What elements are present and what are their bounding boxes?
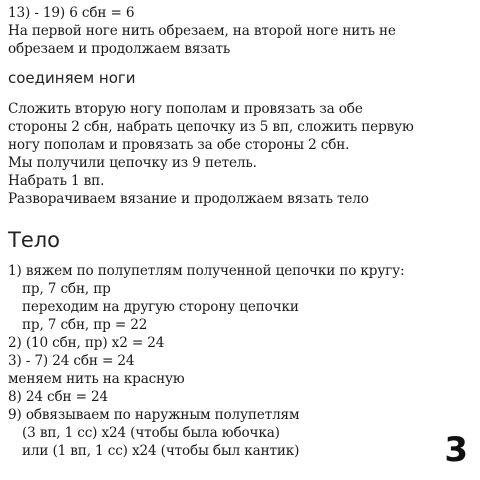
legs-line-3: ногу пополам и провязать за обе стороны 2 сбн. bbox=[8, 137, 350, 153]
body-step-3-7: 3) - 7) 24 сбн = 24 bbox=[8, 353, 135, 369]
intro-line-1: 13) - 19) 6 сбн = 6 bbox=[8, 5, 135, 21]
intro-line-2: На первой ноге нить обрезаем, на второй ноге нить не bbox=[8, 23, 396, 39]
page-number: 3 bbox=[444, 430, 468, 470]
intro-line-3: обрезаем и продолжаем вязать bbox=[8, 41, 231, 57]
body-heading: Тело bbox=[8, 228, 61, 252]
body-step-8: 8) 24 сбн = 24 bbox=[8, 389, 108, 405]
legs-line-5: Набрать 1 вп. bbox=[8, 173, 105, 189]
body-color-change: меняем нить на красную bbox=[8, 371, 185, 387]
legs-line-1: Сложить вторую ногу пополам и провязать за обе bbox=[8, 101, 363, 117]
legs-line-6: Разворачиваем вязание и продолжаем вязать тело bbox=[8, 191, 369, 207]
body-step-9: 9) обвязываем по наружным полупетлям bbox=[8, 407, 300, 423]
body-step-1-part-b: пр, 7 сбн, пр = 22 bbox=[22, 317, 148, 333]
body-step-2: 2) (10 сбн, пр) х2 = 24 bbox=[8, 335, 165, 351]
body-step-1-transition: переходим на другую сторону цепочки bbox=[22, 299, 299, 315]
body-step-9-option-edge: или (1 вп, 1 сс) х24 (чтобы был кантик) bbox=[22, 443, 300, 459]
body-step-1-part-a: пр, 7 сбн, пр bbox=[22, 281, 111, 297]
body-step-1: 1) вяжем по полупетлям полученной цепочки по кругу: bbox=[8, 263, 405, 279]
legs-heading: соединяем ноги bbox=[8, 69, 136, 87]
legs-line-4: Мы получили цепочку из 9 петель. bbox=[8, 155, 257, 171]
body-step-9-option-skirt: (3 вп, 1 сс) х24 (чтобы была юбочка) bbox=[22, 425, 280, 441]
legs-line-2: стороны 2 сбн, набрать цепочку из 5 вп, сложить первую bbox=[8, 119, 414, 135]
